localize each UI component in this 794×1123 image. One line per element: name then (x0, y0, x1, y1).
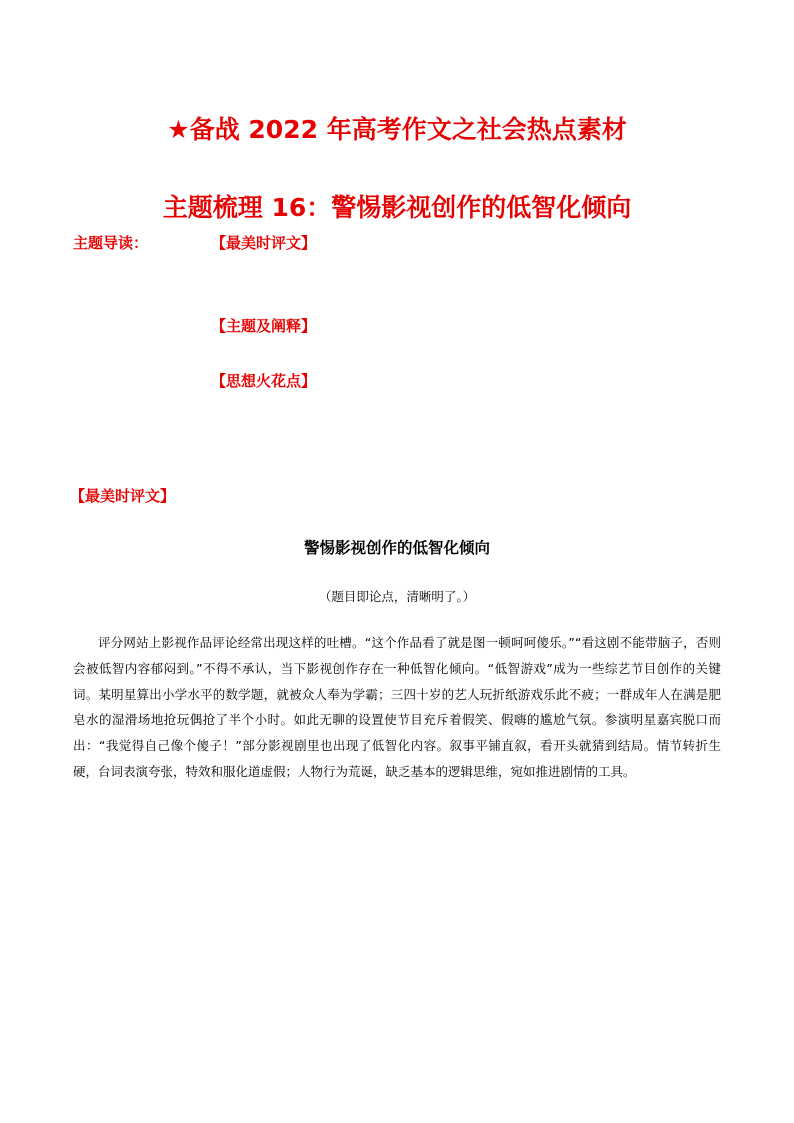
document-title: ★备战 2022 年高考作文之社会热点素材 (167, 115, 627, 144)
guide-item-commentary: 【最美时评文】 (211, 234, 317, 252)
article-title: 警惕影视创作的低智化倾向 (303, 538, 490, 557)
guide-item-ideas: 【思想火花点】 (211, 372, 317, 390)
section-heading: 【最美时评文】 (70, 487, 176, 505)
document-subtitle: 主题梳理 16：警惕影视创作的低智化倾向 (162, 193, 632, 222)
article-paragraph: 评分网站上影视作品评论经常出现这样的吐槽。“这个作品看了就是图一顿呵呵傻乐。”“看这剧不能带脑子，否则会被低智内容郁闷到。”不得不承认，当下影视创作存在一种低智化倾向。“低智游戏”成为一些综艺节目创作的关键词。某明星算出小学水平的数学题，就被众人奉为学霸；三四十岁的艺人玩折纸游戏乐此不疲；一群成年人在满是肥皂水的湿滑场地抢玩偶抢了半个小时。如此无聊的设置使节目充斥着假笑、假嗨的尴尬气氛。参演明星嘉宾脱口而出：“我觉得自己像个傻子！”部分影视剧里也出现了低智化内容。叙事平铺直叙，看开头就猜到结局。情节转折生硬，台词表演夸张，特效和服化道虚假；人物行为荒诞，缺乏基本的逻辑思维，宛如推进剧情的工具。 (73, 635, 721, 779)
guide-label: 主题导读： (73, 234, 149, 252)
guide-item-theme: 【主题及阐释】 (211, 317, 317, 335)
article-note: （题目即论点，清晰明了。） (318, 589, 476, 604)
